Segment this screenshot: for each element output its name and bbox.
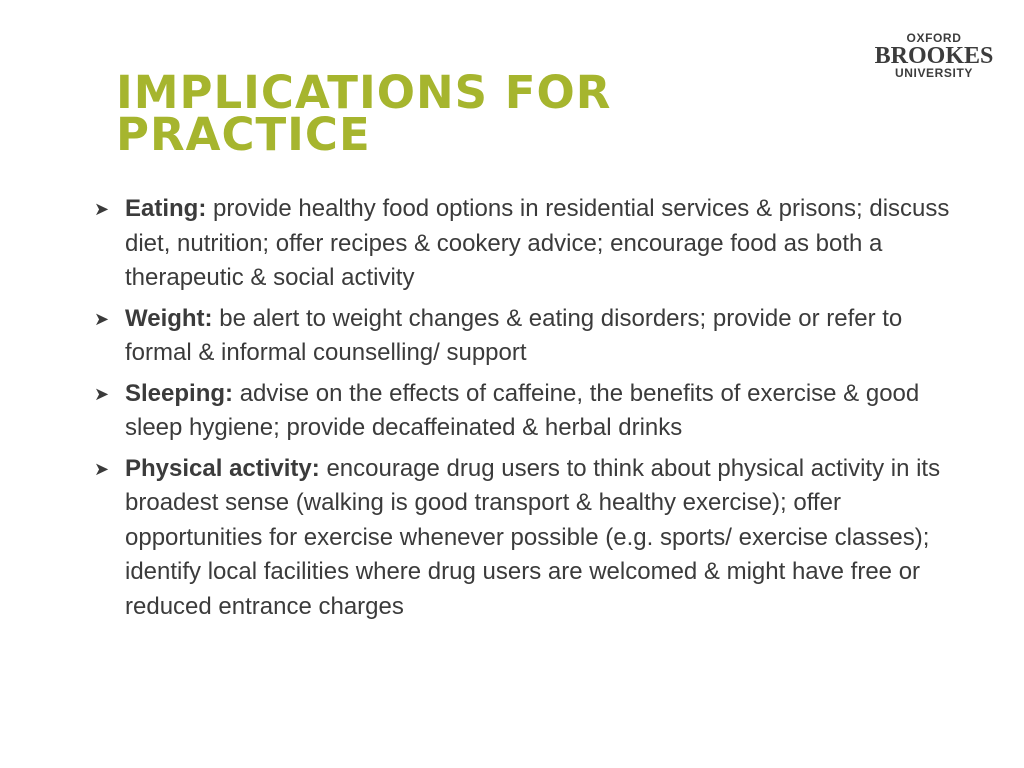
logo-line-brookes: BROOKES [874,43,994,69]
arrow-bullet-icon: ➤ [94,458,110,479]
slide-title [116,66,756,161]
bullet-text: be alert to weight changes & eating disorders; provide or refer to formal & informal counselling/ support [125,304,903,366]
bullet-item-physical-activity [92,452,956,625]
bullet-text: provide healthy food options in residential services & prisons; discuss diet, nutrition; offer recipes & cookery advice; encourage food as both a therapeutic & social activity [125,195,950,291]
bullet-text: advise on the effects of caffeine, the benefits of exercise & good sleep hygiene; provide decaffeinated & herbal drinks [125,379,920,441]
slide-title-line-1: IMPLICATIONS FOR [116,66,612,119]
oxford-brookes-logo [872,32,996,80]
bullet-item-weight [92,302,956,371]
logo-line-university: UNIVERSITY [894,66,973,80]
logo-line-oxford: OXFORD [906,31,962,45]
slide-title-line-2: PRACTICE [116,108,371,161]
bullet-label: Eating: [125,195,207,222]
arrow-bullet-icon: ➤ [94,308,110,329]
bullet-text: encourage drug users to think about physical activity in its broadest sense (walking is good transport & healthy exercise); offer opportunities for exercise whenever possible (e.g. sports/ exercise classes); identify local facilities where drug users are welcomed & might have free or reduced entrance charges [125,454,941,620]
bullet-label: Weight: [125,304,213,332]
arrow-bullet-icon: ➤ [94,199,110,219]
bullet-item-eating [92,192,956,296]
bullet-item-sleeping [92,377,956,446]
bullet-label: Sleeping: [125,379,234,407]
bullet-list [92,192,956,630]
arrow-bullet-icon: ➤ [94,383,110,404]
bullet-label: Physical activity: [125,454,320,482]
